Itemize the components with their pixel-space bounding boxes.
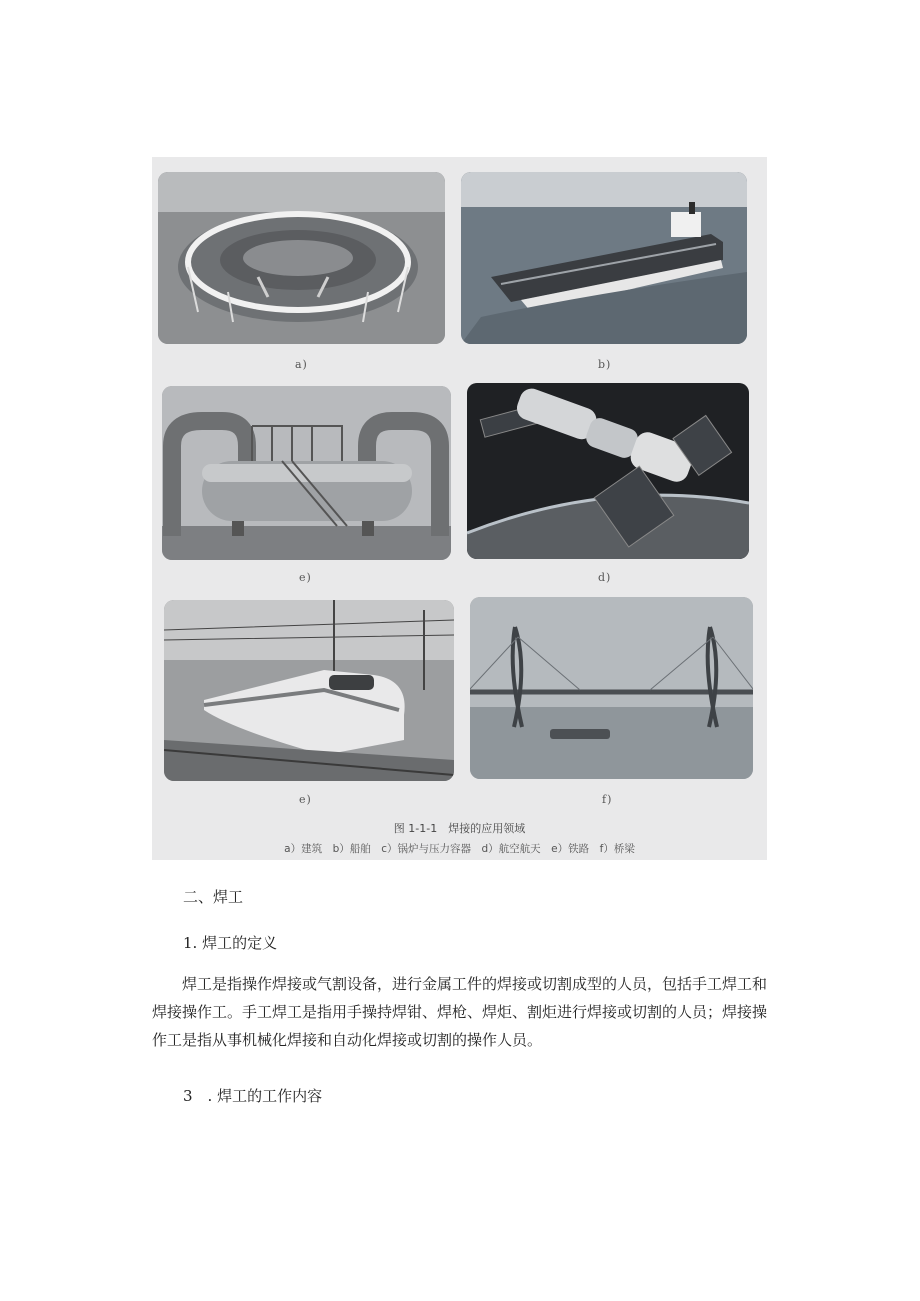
- panel-label-e: e): [299, 793, 312, 806]
- panel-label-c: e): [299, 571, 312, 584]
- panel-label-d: d): [598, 571, 612, 584]
- pressure-vessel-photo: [162, 386, 451, 560]
- welding-applications-figure: [152, 157, 767, 860]
- ship-photo: [461, 172, 747, 344]
- stadium-photo: [158, 172, 445, 344]
- panel-label-b: b): [598, 358, 612, 371]
- panel-label-a: a): [295, 358, 308, 371]
- subsection-definition-heading: 1. 焊工的定义: [183, 934, 278, 952]
- bridge-photo: [470, 597, 753, 779]
- panel-label-f: f): [602, 793, 613, 806]
- train-photo: [164, 600, 454, 781]
- section-heading: 二、焊工: [183, 888, 244, 906]
- figure-caption: a）建筑 b）船舶 c）锅炉与压力容器 d）航空航天 e）铁路 f）桥梁: [284, 843, 635, 855]
- definition-paragraph: 焊工是指操作焊接或气割设备，进行金属工件的焊接或切割成型的人员，包括手工焊工和焊接操作工。手工焊工是指用手操持焊钳、焊枪、焊炬、割炬进行焊接或切割的人员；焊接操作工是指从事机械化焊接和自动化焊接或切割的操作人员。: [152, 975, 768, 1049]
- spacecraft-photo: [467, 383, 749, 559]
- subsection-work-content-heading: 3 . 焊工的工作内容: [183, 1087, 323, 1105]
- figure-title: 图 1-1-1 焊接的应用领域: [393, 822, 526, 835]
